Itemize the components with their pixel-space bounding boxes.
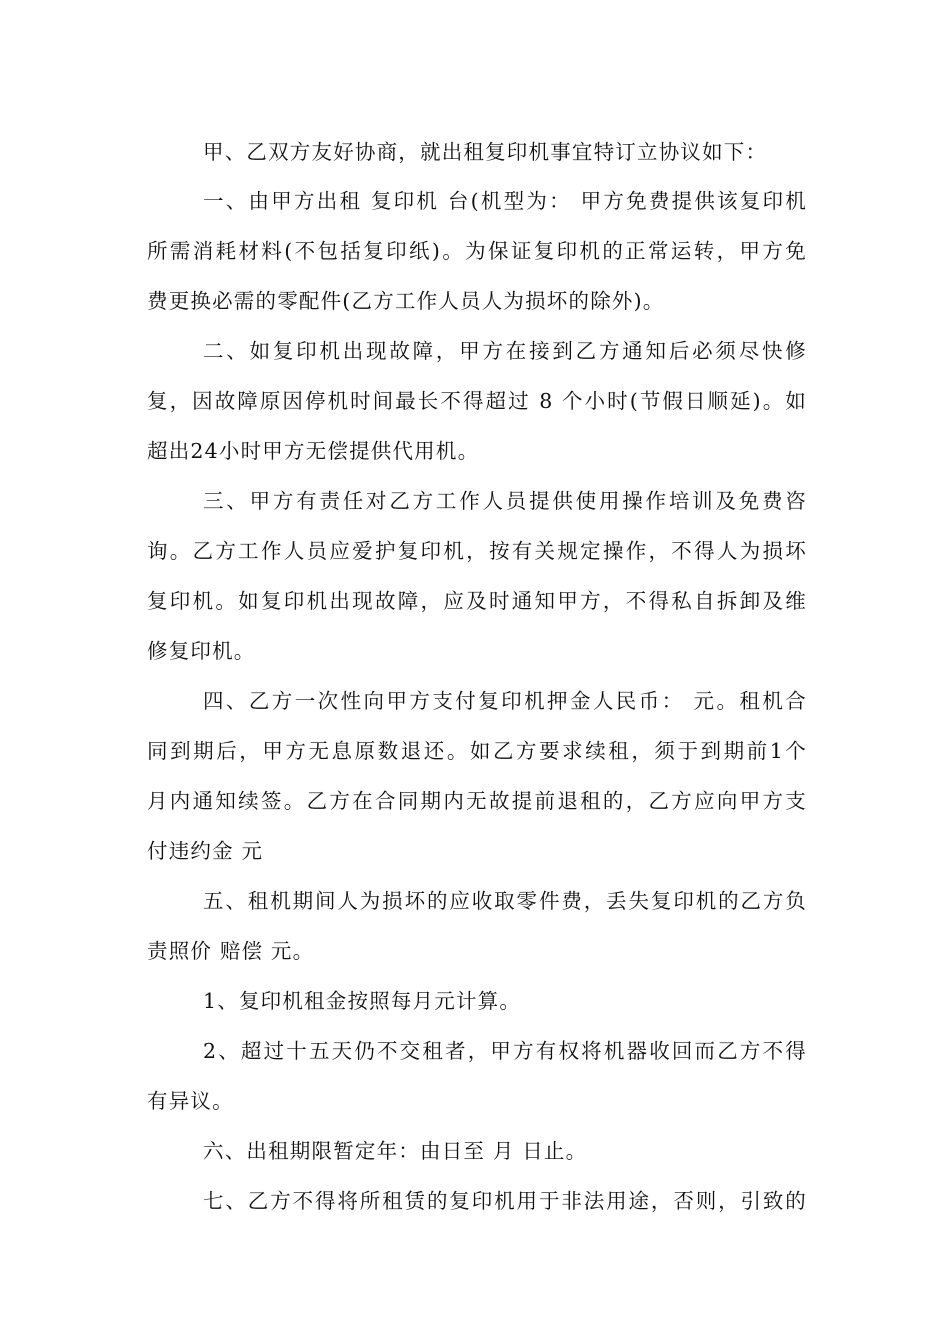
clause-4-line-1: 四、乙方一次性向甲方支付复印机押金人民币： 元。租机合 — [203, 689, 807, 713]
clause-7-line-1: 七、乙方不得将所租赁的复印机用于非法用途，否则，引致的 — [203, 1189, 807, 1213]
clause-2-line-2: 复，因故障原因停机时间最长不得超过 8 个小时(节假日顺延)。如 — [147, 389, 807, 413]
clause-1-line-2: 所需消耗材料(不包括复印纸)。为保证复印机的正常运转，甲方免 — [147, 239, 807, 263]
sub-item-2-line-1: 2、超过十五天仍不交租者，甲方有权将机器收回而乙方不得 — [203, 1039, 807, 1063]
clause-3-line-1: 三、甲方有责任对乙方工作人员提供使用操作培训及免费咨 — [203, 489, 807, 513]
clause-4-line-4: 付违约金 元 — [147, 839, 264, 863]
clause-3-line-2: 询。乙方工作人员应爱护复印机，按有关规定操作，不得人为损坏 — [147, 539, 807, 563]
clause-1-line-1: 一、由甲方出租 复印机 台(机型为： 甲方免费提供该复印机 — [203, 189, 807, 213]
clause-2-line-1: 二、如复印机出现故障，甲方在接到乙方通知后必须尽快修 — [203, 339, 807, 363]
clause-5-line-1: 五、租机期间人为损坏的应收取零件费，丢失复印机的乙方负 — [203, 889, 807, 913]
sub-item-2-line-2: 有异议。 — [147, 1089, 234, 1113]
clause-3-line-4: 修复印机。 — [147, 639, 256, 663]
sub-item-1-line: 1、复印机租金按照每月元计算。 — [203, 989, 522, 1013]
agreement-intro-line: 甲、乙双方友好协商，就出租复印机事宜特订立协议如下： — [203, 140, 768, 164]
clause-4-line-3: 月内通知续签。乙方在合同期内无故提前退租的，乙方应向甲方支 — [147, 789, 807, 813]
clause-1-line-3: 费更换必需的零配件(乙方工作人员人为损坏的除外)。 — [147, 289, 665, 313]
clause-3-line-3: 复印机。如复印机出现故障，应及时通知甲方，不得私自拆卸及维 — [147, 589, 807, 613]
clause-4-line-2: 同到期后，甲方无息原数退还。如乙方要求续租，须于到期前1个 — [147, 739, 807, 763]
clause-6-line: 六、出租期限暂定年：由日至 月 日止。 — [203, 1139, 588, 1163]
clause-2-line-3: 超出24小时甲方无偿提供代用机。 — [147, 439, 480, 463]
clause-5-line-2: 责照价 赔偿 元。 — [147, 939, 315, 963]
